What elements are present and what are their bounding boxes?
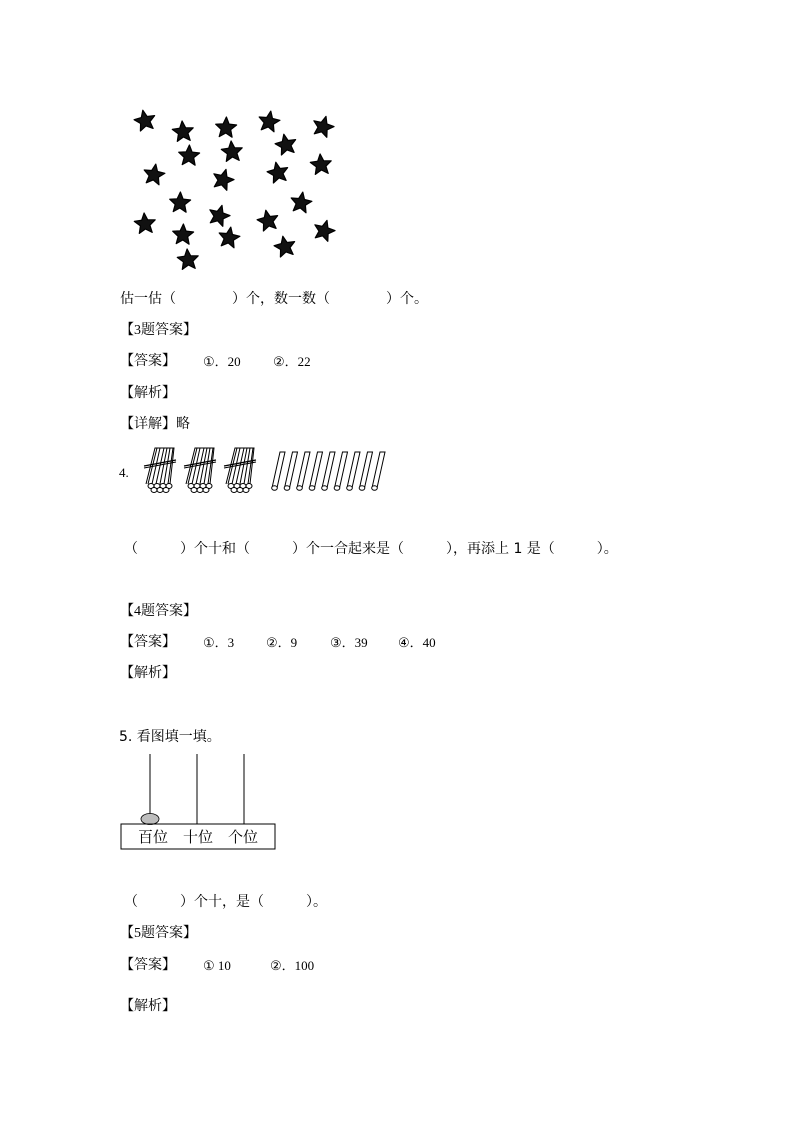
star-icon [267,162,288,183]
q4-answer-3: ③．39 [330,635,368,650]
q3-analysis-label: 【解析】 [120,385,176,401]
q4-question: （ ）个十和（ ）个一合起来是（ ），再添上 1 是（ ）。 [124,541,618,557]
q5-title: 5. 看图填一填。 [119,729,221,745]
q5-answer-1: ① 10 [203,958,231,973]
star-icon [221,141,242,161]
star-icon [315,220,335,241]
star-icon [210,205,230,226]
single-stick-icon [272,452,285,490]
star-icon [134,213,155,233]
q3-answer-header: 【3题答案】 [120,322,197,338]
star-icon [310,154,331,174]
single-stick-icon [284,452,297,490]
star-icon [274,236,295,257]
star-icon [216,117,237,137]
q3-detail-label: 【详解】略 [120,416,190,432]
q5-answer-header: 【5题答案】 [120,925,197,941]
q5-answer-2: ②．100 [270,958,315,973]
single-stick-icon [334,452,347,490]
star-icon [179,145,200,165]
star-icon [275,134,296,155]
star-icon [257,210,278,231]
single-stick-icon [359,452,372,490]
q5-question: （ ）个十，是（ ）。 [124,894,327,910]
abacus-label-hundreds: 百位 [138,828,169,846]
q3-answer-label: 【答案】 [120,353,176,369]
star-icon [170,192,191,212]
star-icon [259,111,280,132]
q4-answer-header: 【4题答案】 [120,603,197,619]
q5-analysis-label: 【解析】 [120,998,176,1014]
single-stick-icon [309,452,322,490]
q4-answer-label: 【答案】 [120,634,176,650]
abacus-label-tens: 十位 [183,828,214,846]
single-stick-icon [347,452,360,490]
q3-answer-1: ①．20 [203,354,241,369]
single-stick-icon [322,452,335,490]
q4-answer-2: ②．9 [266,635,298,650]
q4-number: 4. [119,465,129,480]
star-icon [177,249,198,269]
star-icon [134,110,155,131]
q5-answer-label: 【答案】 [120,957,176,973]
star-icon [172,121,193,141]
stick-bundle-icon [140,444,265,494]
star-icon [173,224,194,244]
star-icon [128,104,368,274]
star-icon [314,116,334,137]
q4-answer-4: ④．40 [398,635,436,650]
q4-answer-1: ①．3 [203,635,235,650]
single-stick-icon [372,452,385,490]
star-icon [144,164,165,185]
q4-analysis-label: 【解析】 [120,665,176,681]
single-stick-icon [297,452,310,490]
single-stick-icon [268,448,388,493]
q3-answer-2: ②．22 [273,354,311,369]
q3-question: 估一估（ ）个，数一数（ ）个。 [120,291,428,307]
abacus-label-ones: 个位 [228,828,259,846]
star-icon [219,227,240,248]
star-icon [214,169,234,190]
star-icon [291,192,312,213]
